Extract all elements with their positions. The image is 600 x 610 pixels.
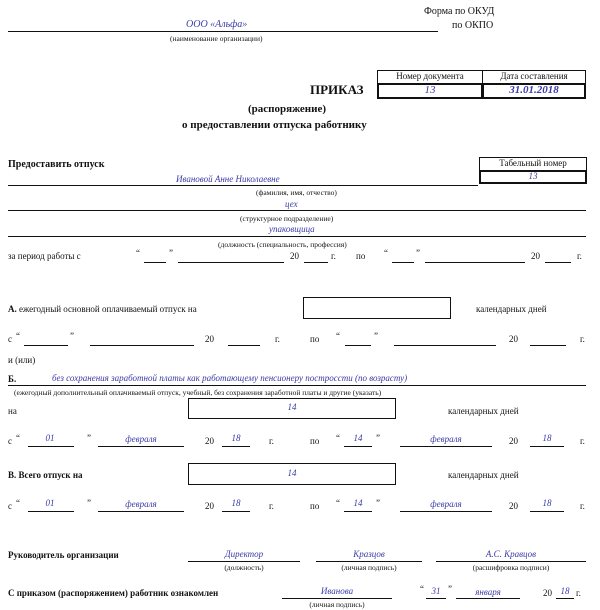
section-v-to-day[interactable]: 14 [353,498,363,508]
section-b-from-month[interactable]: февраля [125,434,157,444]
section-b-days[interactable]: 14 [287,402,297,412]
org-name[interactable]: ООО «Альфа» [186,19,248,30]
doc-date-label: Дата составления [500,71,568,81]
order-title: ПРИКАЗ [310,82,364,97]
head-signature[interactable]: Кразцов [353,549,385,559]
head-position[interactable]: Директор [224,549,264,559]
or-label: и (или) [8,355,36,365]
section-b-to-month[interactable]: февраля [430,434,462,444]
section-v-from-year[interactable]: 18 [231,498,241,508]
section-v-label: В. Всего отпуск на [8,470,83,480]
section-v-from-day[interactable]: 01 [45,498,55,508]
section-v-to-year[interactable]: 18 [542,498,552,508]
work-period-label: за период работы с [8,251,81,261]
section-b-reason[interactable]: без сохранения заработной платы как работающему пенсионеру построссти (по возрасту) [52,373,408,383]
ack-day[interactable]: 31 [431,586,441,596]
section-a-days-box[interactable] [303,297,451,319]
section-b-to-year[interactable]: 18 [542,433,552,443]
section-b-to-day[interactable]: 14 [353,433,363,443]
org-caption: (наименование организации) [170,34,263,43]
ack-signature[interactable]: Иванова [320,586,354,596]
head-signature-caption: (личная подпись) [341,563,397,572]
employee-department[interactable]: цех [285,199,298,209]
ack-year[interactable]: 18 [560,586,570,596]
head-position-caption: (должность) [224,563,264,572]
doc-date[interactable]: 31.01.2018 [509,84,559,96]
section-a-text: ежегодный основной оплачиваемый отпуск на [19,304,197,314]
section-b-from-day[interactable]: 01 [45,433,55,443]
section-b-caption: (ежегодный дополнительный оплачиваемый отпуск, учебный, без сохранения заработной платы и другие (указать) [14,388,382,397]
section-b-from-year[interactable]: 18 [231,433,241,443]
grant-label: Предоставить отпуск [8,159,105,170]
order-subtitle: (распоряжение) [248,103,327,115]
position-caption: (должность (специальность, профессия) [218,240,347,249]
ack-month[interactable]: января [475,587,501,597]
head-name-caption: (расшифровка подписи) [472,563,550,572]
okud-label: Форма по ОКУД [424,6,495,17]
doc-number[interactable]: 13 [424,84,436,96]
tab-number[interactable]: 13 [528,171,538,181]
section-v-days[interactable]: 14 [287,468,297,478]
ack-signature-caption: (личная подпись) [309,600,365,609]
department-caption: (структурное подразделение) [240,214,334,223]
doc-number-label: Номер документа [396,71,464,81]
tab-label: Табельный номер [499,158,567,168]
okpo-label: по ОКПО [452,20,494,31]
employee-position[interactable]: упаковщица [269,224,315,234]
section-a-days-label: календарных дней [476,304,547,314]
employee-name[interactable]: Ивановой Анне Николаевне [176,174,280,184]
section-v-from-month[interactable]: февраля [125,499,157,509]
head-name[interactable]: А.С. Кравцов [485,549,537,559]
section-v-to-month[interactable]: февраля [430,499,462,509]
section-a-letter: А. [8,304,17,314]
head-label: Руководитель организации [8,550,119,560]
name-caption: (фамилия, имя, отчество) [256,188,337,197]
order-subject: о предоставлении отпуска работнику [182,119,367,131]
section-b-letter: Б. [8,374,17,384]
ack-label: С приказом (распоряжением) работник ознакомлен [8,588,219,598]
